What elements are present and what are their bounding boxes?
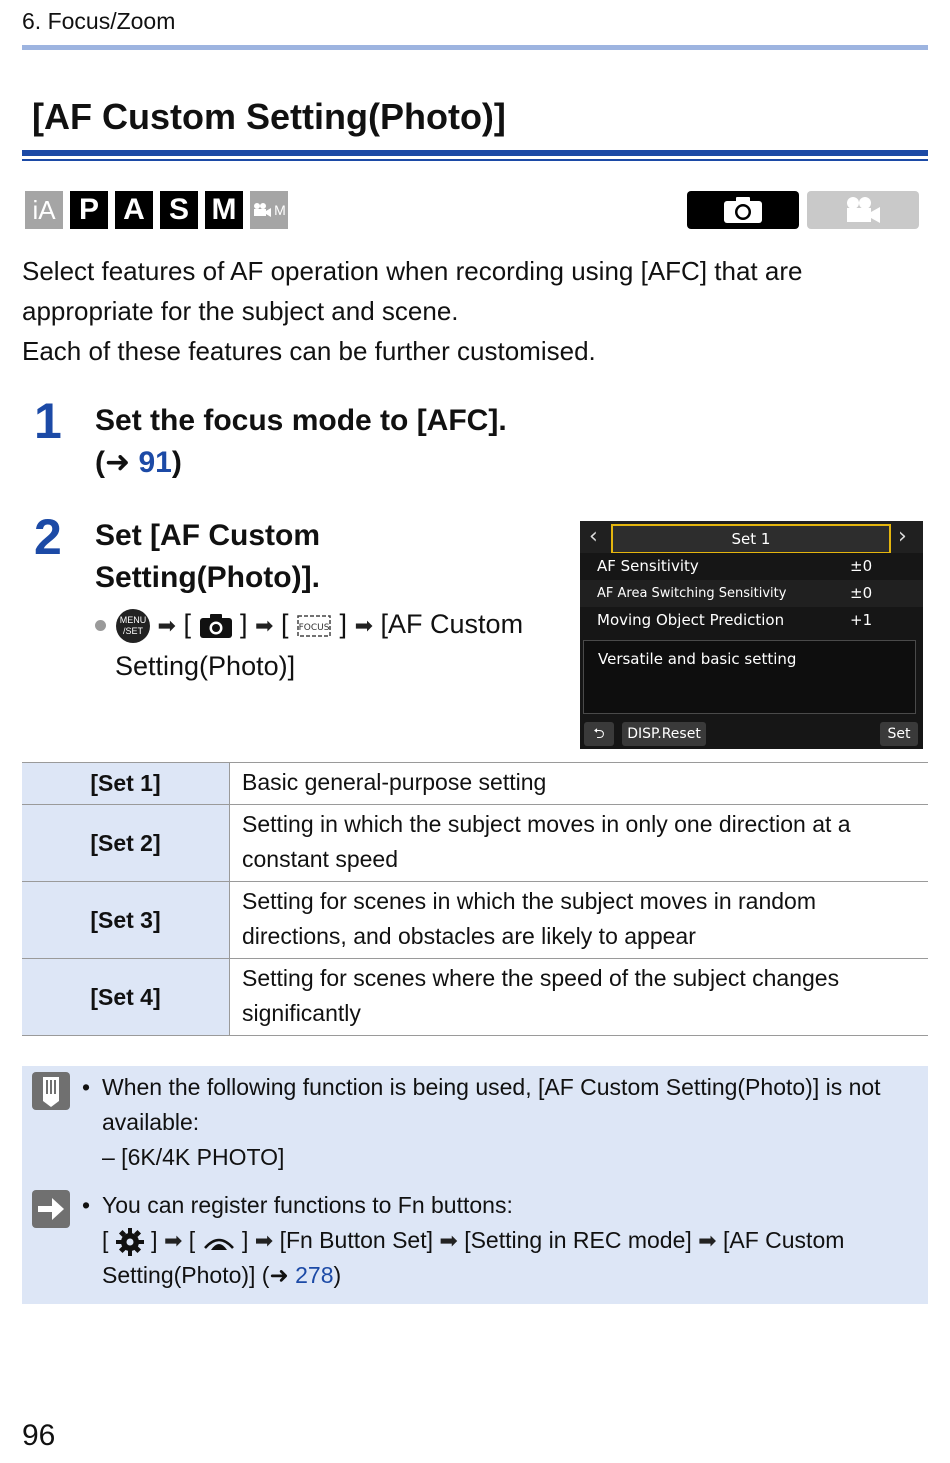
intro-line: Each of these features can be further customised.: [22, 336, 596, 366]
operation-menu-icon: [202, 1230, 236, 1254]
set-selector[interactable]: Set 1: [611, 524, 891, 554]
arrow-right-icon: ➡: [163, 1228, 183, 1253]
row-label: Moving Object Prediction: [597, 611, 785, 629]
fn-button-set-link: [Fn Button Set]: [279, 1227, 433, 1253]
af-custom-text: [AF Custom: [722, 1227, 845, 1253]
note-1-line: available:: [102, 1109, 200, 1135]
set-button[interactable]: Set: [880, 722, 918, 746]
recording-modes: [25, 191, 288, 229]
menu-path: [95, 604, 565, 686]
screen-row[interactable]: [580, 580, 923, 607]
step-1-title: Set the focus mode to [AFC].: [95, 404, 507, 437]
note-2-line: You can register functions to Fn buttons:: [102, 1192, 513, 1218]
note-1-line: When the following function is being used, [AF Custom Setting(Photo)] is not: [102, 1074, 881, 1100]
movie-camera-icon: [252, 202, 274, 218]
mode-a-badge: A: [115, 191, 153, 229]
video-camera-icon: [843, 195, 883, 225]
mode-s-badge: S: [160, 191, 198, 229]
focus-menu-icon: [296, 613, 332, 639]
back-icon[interactable]: ⮌: [584, 722, 614, 746]
camera-icon: [721, 195, 765, 225]
intro-line: appropriate for the subject and scene.: [22, 296, 459, 326]
camera-menu-icon: [199, 613, 233, 639]
screen-row[interactable]: [580, 553, 923, 580]
step-1-reference: [95, 442, 182, 484]
see-also-icon: [32, 1190, 70, 1228]
title-divider-thin: [22, 159, 928, 161]
table-row: [22, 805, 928, 882]
page-link-278[interactable]: 278: [295, 1262, 334, 1288]
mode-m-badge: M: [205, 191, 243, 229]
step-2-title: Set [AF Custom Setting(Photo)].: [95, 519, 320, 594]
af-custom-text-2: Setting(Photo)] (➜: [102, 1262, 296, 1288]
arrow-right-icon: [32, 1190, 70, 1228]
arrow-right-icon: ➡: [157, 613, 176, 638]
page-number: 96: [22, 1419, 56, 1452]
table-row: [22, 763, 928, 805]
table-desc: Setting for scenes in which the subject moves in random directions, and obstacles are likely to appear: [230, 882, 929, 959]
table-desc: Basic general-purpose setting: [230, 763, 929, 805]
chevron-left-icon[interactable]: ‹: [589, 524, 598, 549]
bracket-close: ]: [240, 609, 248, 639]
menu-path-end-2: Setting(Photo)]: [115, 651, 296, 681]
page-title: [AF Custom Setting(Photo)]: [32, 96, 506, 137]
ref-prefix: (➜: [95, 446, 139, 479]
camera-screen: [580, 521, 923, 749]
note-2-path: [ ] ➡ [ ] ➡ [Fn Button Set] ➡ [Setting in REC mode] ➡ [AF Custom: [102, 1223, 914, 1258]
ref-suffix: ): [333, 1262, 342, 1288]
bullet-dot: [95, 620, 106, 631]
header-divider: [22, 45, 928, 50]
arrow-right-icon: ➡: [698, 1228, 717, 1253]
note-2: • You can register functions to Fn buttons: [ ] ➡ [ ] ➡ [Fn Button Set] ➡ [Setting in REC mode] ➡ [AF Custom Setting(Photo)] (➜ 278): [102, 1188, 914, 1293]
table-row: [22, 959, 928, 1036]
video-mode-badge: [807, 191, 919, 229]
table-key: [Set 2]: [22, 805, 230, 882]
memo-icon: [32, 1072, 70, 1110]
set-table: [22, 762, 928, 1036]
note-1: • When the following function is being used, [AF Custom Setting(Photo)] is not available: – [6K/4K PHOTO]: [102, 1070, 914, 1175]
table-desc: Setting for scenes where the speed of the subject changes significantly: [230, 959, 929, 1036]
disp-reset-button[interactable]: DISP.Reset: [622, 722, 706, 746]
screen-row[interactable]: [580, 607, 923, 634]
menu-path-end: [AF Custom: [380, 609, 524, 639]
row-value: +1: [850, 611, 873, 629]
arrow-right-icon: ➡: [354, 613, 374, 638]
chevron-right-icon[interactable]: ›: [898, 524, 907, 549]
step-2-number: 2: [34, 509, 62, 565]
ref-suffix: ): [171, 446, 182, 479]
arrow-right-icon: ➡: [255, 613, 274, 638]
creative-video-mode-icon: [250, 191, 288, 229]
row-value: ±0: [850, 557, 873, 575]
title-divider: [22, 150, 928, 156]
bracket-open: [: [183, 609, 191, 639]
notes-box: [22, 1066, 928, 1304]
note-icon: [32, 1072, 70, 1110]
table-key: [Set 4]: [22, 959, 230, 1036]
note-2-line: [102, 1258, 914, 1293]
intro-line: Select features of AF operation when recording using [AFC] that are: [22, 256, 803, 286]
bracket-open: [: [281, 609, 289, 639]
mode-suffix: M: [274, 202, 286, 218]
row-value: ±0: [850, 584, 873, 602]
arrow-right-icon: ➡: [254, 1228, 274, 1253]
menu-set-icon: MENU /SET: [116, 609, 150, 643]
row-label: AF Area Switching Sensitivity: [597, 586, 787, 601]
breadcrumb: 6. Focus/Zoom: [22, 8, 176, 34]
arrow-right-icon: ➡: [439, 1228, 458, 1253]
page-link-91[interactable]: 91: [138, 446, 172, 479]
screen-footer: [580, 720, 923, 749]
rec-mode-link: [Setting in REC mode]: [464, 1227, 692, 1253]
row-label: AF Sensitivity: [597, 557, 699, 575]
svg-text:FOCUS: FOCUS: [298, 622, 330, 633]
photo-mode-badge: [687, 191, 799, 229]
mode-ia-badge: iA: [25, 191, 63, 229]
screen-header: [580, 521, 923, 555]
gear-icon: [115, 1227, 145, 1257]
note-1-line: – [6K/4K PHOTO]: [102, 1144, 285, 1170]
step-1-number: 1: [34, 393, 62, 449]
table-key: [Set 1]: [22, 763, 230, 805]
table-desc: Setting in which the subject moves in only one direction at a constant speed: [230, 805, 929, 882]
setting-description: Versatile and basic setting: [583, 640, 916, 714]
table-key: [Set 3]: [22, 882, 230, 959]
intro-text: [22, 251, 922, 371]
table-row: [22, 882, 928, 959]
mode-p-badge: P: [70, 191, 108, 229]
bracket-close: ]: [339, 609, 348, 639]
